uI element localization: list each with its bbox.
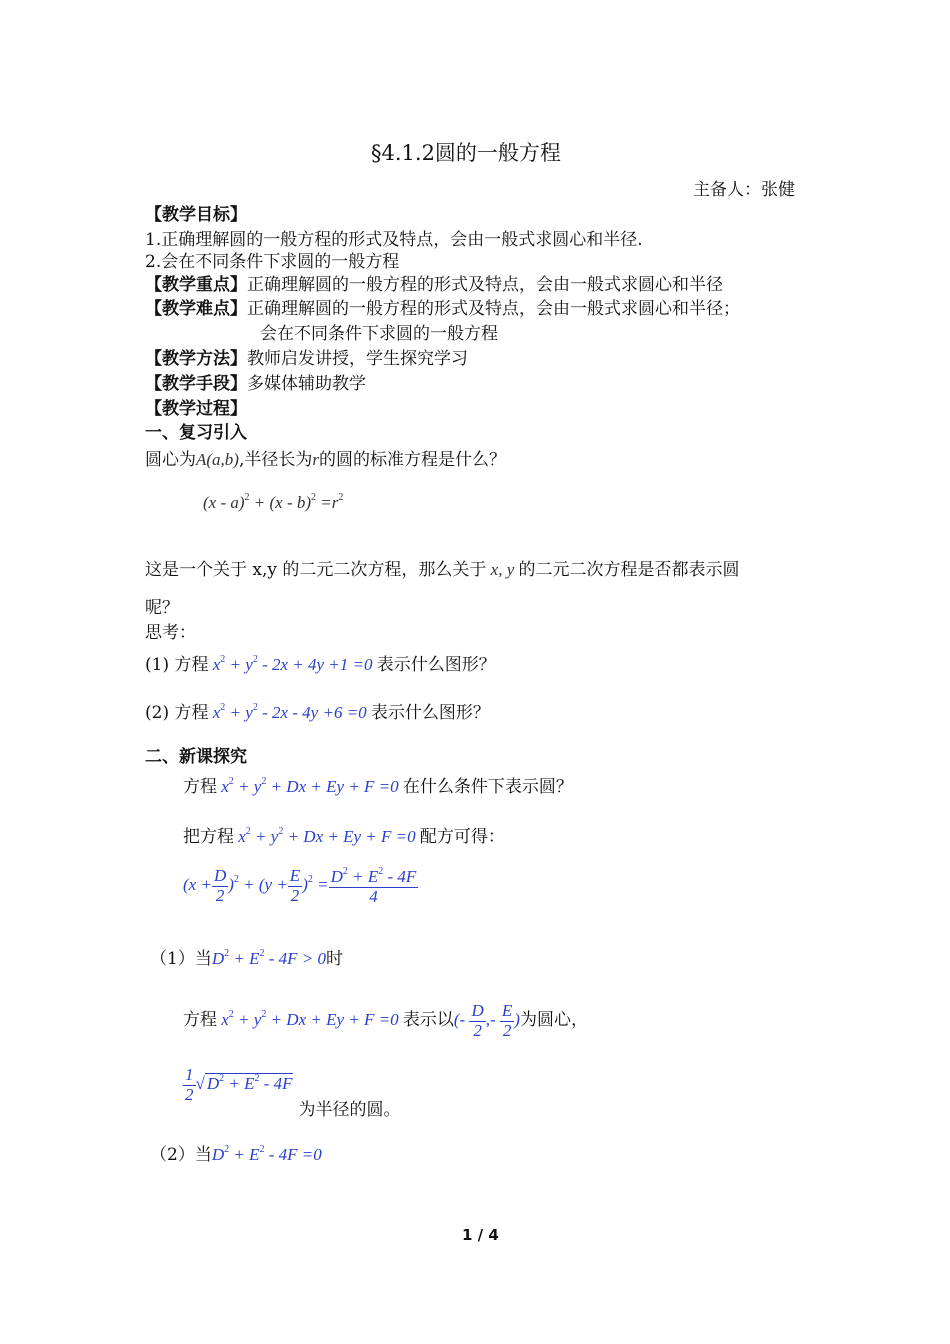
case1-tail: 时: [326, 949, 343, 969]
method-text: 教师启发讲授，学生探究学习: [247, 349, 468, 369]
difficulty-label: 【教学难点】: [145, 299, 247, 319]
objective-2: 2.会在不同条件下求圆的一般方程: [145, 252, 400, 272]
author-line: 主备人：张健: [693, 180, 795, 200]
review-q-part-c: 的圆的标准方程是什么？: [319, 450, 506, 470]
xy-symbols: x, y: [486, 560, 519, 579]
case-2: [150, 1140, 322, 1165]
section-review-heading: 一、复习引入: [145, 423, 247, 443]
method: [145, 344, 468, 369]
means-text: 多媒体辅助教学: [247, 374, 366, 394]
objectives-heading: 【教学目标】: [145, 205, 247, 225]
q1-tail: 表示什么图形？: [376, 655, 496, 675]
radius-formula: $\frac{1}{2}$ √ $D^2 + E^2 - 4F$: [185, 1065, 293, 1104]
method-label: 【教学方法】: [145, 349, 247, 369]
explore-question: [183, 772, 573, 797]
explore-tail: 在什么条件下表示圆？: [402, 777, 573, 797]
means: [145, 369, 366, 394]
means-label: 【教学手段】: [145, 374, 247, 394]
paragraph-part-a: 这是一个关于 x,y 的二元二次方程，那么关于: [145, 560, 487, 580]
q1-equation: $x^2 + y^2 - 2x + 4y +1 =0$: [208, 654, 377, 674]
radius-tail: 为半径的圆。: [298, 1100, 401, 1121]
complete-tail: 配方可得：: [419, 827, 505, 847]
q1-label: (1) 方程: [145, 655, 209, 675]
process-heading: 【教学过程】: [145, 399, 247, 419]
radius-line: [183, 1065, 401, 1121]
difficulty-text-2: 会在不同条件下求圆的一般方程: [260, 324, 498, 344]
case2-condition: $D^2 + E^2 - 4F =0$: [211, 1144, 322, 1164]
q2-tail: 表示什么图形？: [370, 703, 490, 723]
radius-symbol: r: [312, 450, 319, 469]
case1-condition: $D^2 + E^2 - 4F > 0$: [211, 948, 326, 968]
paragraph-part-b: 的二元二次方程是否都表示圆: [518, 560, 740, 580]
key-points-text: 正确理解圆的一般方程的形式及特点，会由一般式求圆心和半径: [247, 275, 723, 295]
center-expression: A: [196, 450, 207, 469]
difficulty: [145, 294, 740, 319]
difficulty-text-1: 正确理解圆的一般方程的形式及特点，会由一般式求圆心和半径；: [247, 299, 740, 319]
standard-equation: $(x - a)^2 + (x - b)^2 =r^2$: [203, 492, 344, 512]
case-1: [150, 944, 343, 969]
paragraph-question: [145, 555, 740, 580]
key-points-label: 【教学重点】: [145, 275, 247, 295]
q2-equation: $x^2 + y^2 - 2x - 4y +6 =0$: [208, 702, 371, 722]
represent-part-a: 方程: [183, 1010, 217, 1031]
paragraph-part-c: 呢？: [145, 598, 179, 618]
center-formula: (- $\frac{D}{2}$ ,- $\frac{E}{2}$ ): [453, 1001, 520, 1040]
section-explore-heading: 二、新课探究: [145, 747, 247, 767]
general-equation-1: $x^2 + y^2 + Dx + Ey + F =0$: [217, 776, 403, 796]
page-title: §4.1.2圆的一般方程: [371, 141, 561, 165]
page-number: 1 / 4: [462, 1226, 499, 1244]
think-label: 思考：: [145, 623, 196, 643]
question-1: [145, 650, 496, 675]
question-2: [145, 698, 490, 723]
general-equation-2: $x^2 + y^2 + Dx + Ey + F =0$: [234, 826, 420, 846]
key-points: [145, 270, 723, 295]
represent-tail: 为圆心，: [519, 1010, 588, 1031]
review-question: [145, 445, 506, 470]
general-equation-3: $x^2 + y^2 + Dx + Ey + F =0$: [217, 1009, 403, 1030]
completed-square-equation: (x + $\frac{D}{2}$ )$^2$ + (y + $\frac{E}{2}$ )$^2$ = $\frac{D^2 + E^2 - 4F}{4}$: [183, 866, 417, 906]
q2-label: (2) 方程: [145, 703, 209, 723]
complete-part-a: 把方程: [183, 827, 234, 847]
review-q-part-a: 圆心为: [145, 450, 196, 470]
objective-1: 1.正确理解圆的一般方程的形式及特点，会由一般式求圆心和半径.: [145, 230, 643, 250]
case2-label: （2）当: [150, 1145, 212, 1165]
complete-square-line: [183, 822, 505, 847]
case1-label: （1）当: [150, 949, 212, 969]
explore-part-a: 方程: [183, 777, 217, 797]
represent-line: [183, 1002, 588, 1040]
represent-mid: 表示以: [402, 1010, 454, 1031]
review-q-part-b: ,半径长为: [238, 450, 313, 470]
center-coords: (a,b): [206, 450, 239, 469]
